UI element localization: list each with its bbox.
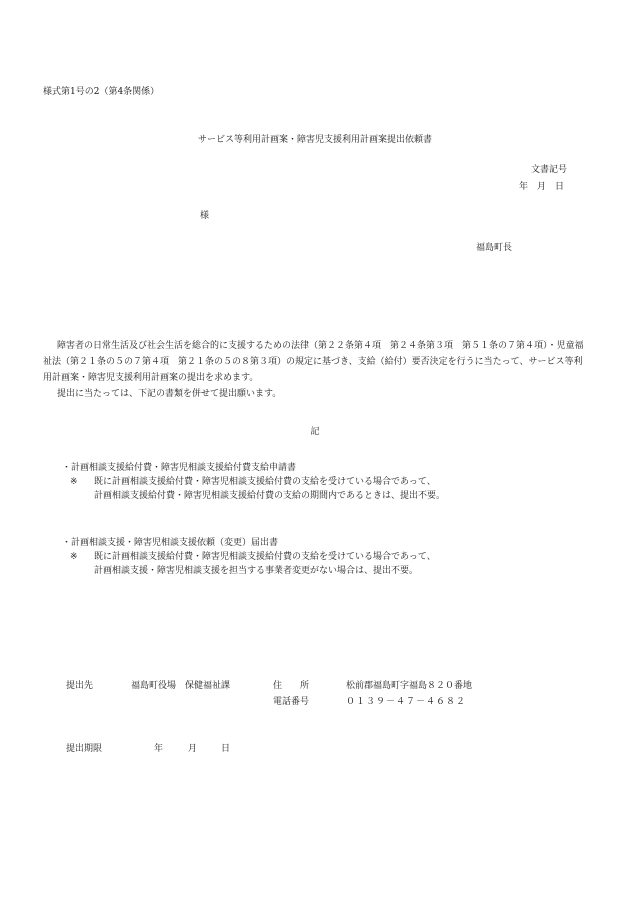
document-title: サービス等利用計画案・障害児支援利用計画案提出依頼書 — [197, 135, 432, 145]
required-document-note — [70, 475, 445, 503]
address-label: 住 所 — [273, 681, 310, 691]
address-value: 松前郡福島町字福島８２０番地 — [346, 681, 473, 691]
phone-value: ０１３９－４７－４６８２ — [346, 697, 467, 707]
required-document-item: ・計画相談支援給付費・障害児相談支援給付費支給申請書 — [62, 463, 297, 473]
submission-label: 提出先 — [66, 681, 94, 691]
deadline-label: 提出期限 — [66, 744, 103, 754]
addressee-suffix: 様 — [200, 211, 210, 221]
document-number-label: 文書記号 — [531, 165, 568, 175]
date-line: 年 月 日 — [519, 182, 565, 192]
required-document-note — [70, 550, 436, 578]
submission-office: 福島町役場 保健福祉課 — [131, 681, 231, 691]
note-line: 計画相談支援・障害児相談支援を担当する事業者変更がない場合は、提出不要。 — [94, 566, 419, 576]
form-number: 様式第1号の2（第4条関係） — [43, 87, 160, 97]
deadline-month: 月 — [188, 744, 198, 754]
phone-label: 電話番号 — [273, 697, 310, 707]
ki-heading: 記 — [310, 427, 320, 437]
deadline-year: 年 — [154, 744, 164, 754]
sender-name: 福島町長 — [476, 243, 513, 253]
required-document-item: ・計画相談支援・障害児相談支援依頼（変更）届出書 — [62, 538, 279, 548]
note-mark: ※ — [70, 477, 78, 487]
note-line: 既に計画相談支援給付費・障害児相談支援給付費の支給を受けている場合であって、 — [94, 477, 436, 487]
note-line: 計画相談支援給付費・障害児相談支援給付費の支給の期間内であるときは、提出不要。 — [94, 491, 446, 501]
body-paragraph: 障害者の日常生活及び社会生活を総合的に支援するための法律（第２２条第４項 第２４条第３項 第５１条の７第４項）・児童福祉法（第２１条の５の７第４項 第２１条の５の８第３項）の規定に基づき、支給（給付）要否決定を行うに当たって、サービス等利用計画案・障害児支援利用計画案の提出を求めます。 — [43, 341, 584, 383]
note-mark: ※ — [70, 552, 78, 562]
deadline-day: 日 — [221, 744, 231, 754]
body-paragraph-attachments: 提出に当たっては、下記の書類を併せて提出願います。 — [57, 389, 282, 399]
note-line: 既に計画相談支援給付費・障害児相談支援給付費の支給を受けている場合であって、 — [94, 552, 436, 562]
